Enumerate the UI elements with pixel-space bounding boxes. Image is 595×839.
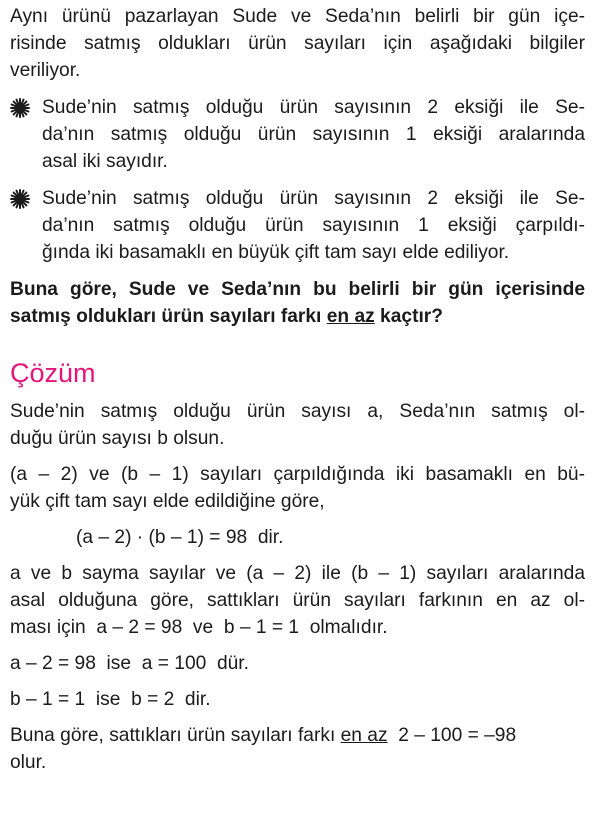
condition-line: ğında iki basamaklı en büyük çift tam sayı elde ediliyor. [42,242,510,263]
solution-paragraph [10,461,585,515]
solution-line: duğu ürün sayısı b olsun. [10,428,225,449]
question-line: Buna göre, Sude ve Seda’nın bu belirli bir gün içerisinde [10,279,585,300]
solution-paragraph [10,398,585,452]
solution-line: ması için a – 2 = 98 ve b – 1 = 1 olmalıdır. [10,617,388,638]
solution-line: asal olduğuna göre, sattıkları ürün sayıları farkının en az ol- [10,590,585,611]
solution-title: Çözüm [10,358,96,388]
equation: (a – 2) · (b – 1) = 98 dir. [76,527,284,548]
question-text: kaçtır? [374,306,443,327]
condition-line: Sude’nin satmış olduğu ürün sayısının 2 eksiği ile Se- [42,188,585,209]
question-emphasis: en az [326,306,375,327]
condition-line: Sude’nin satmış olduğu ürün sayısının 2 eksiği ile Se- [42,97,585,118]
problem-intro [10,0,585,84]
solution-step: a – 2 = 98 ise a = 100 dür. [10,653,249,674]
solution-line: yük çift tam sayı elde edildiğine göre, [10,491,325,512]
star-bullet-icon [10,189,30,209]
condition-item [10,94,585,175]
star-bullet-icon [10,98,30,118]
condition-item [10,185,585,266]
question [10,276,585,330]
conclusion-line [10,722,585,749]
conclusion-text: Buna göre, sattıkları ürün sayıları farkı [10,725,341,746]
conclusion-result: 2 – 100 = –98 [387,725,517,746]
question-line [10,303,585,330]
condition-line: asal iki sayıdır. [42,151,168,172]
conclusion [10,722,585,776]
solution-line: Sude’nin satmış olduğu ürün sayısı a, Seda’nın satmış ol- [10,401,585,422]
solution-paragraph [10,560,585,641]
intro-line: risinde satmış oldukları ürün sayıları için aşağıdaki bilgiler [10,33,585,54]
intro-line: veriliyor. [10,60,81,81]
conclusion-line: olur. [10,752,47,773]
solution-step: b – 1 = 1 ise b = 2 dir. [10,689,211,710]
conclusion-emphasis: en az [340,725,388,746]
intro-line: Aynı ürünü pazarlayan Sude ve Seda’nın belirli bir gün içe- [10,6,585,27]
solution-line: a ve b sayma sayılar ve (a – 2) ile (b – 1) sayıları aralarında [10,563,585,584]
question-text: satmış oldukları ürün sayıları farkı [10,306,327,327]
solution-line: (a – 2) ve (b – 1) sayıları çarpıldığında iki basamaklı en bü- [10,464,585,485]
condition-line: da’nın satmış olduğu ürün sayısının 1 eksiği çarpıldı- [42,215,585,236]
condition-line: da’nın satmış olduğu ürün sayısının 1 eksiği aralarında [42,124,585,145]
